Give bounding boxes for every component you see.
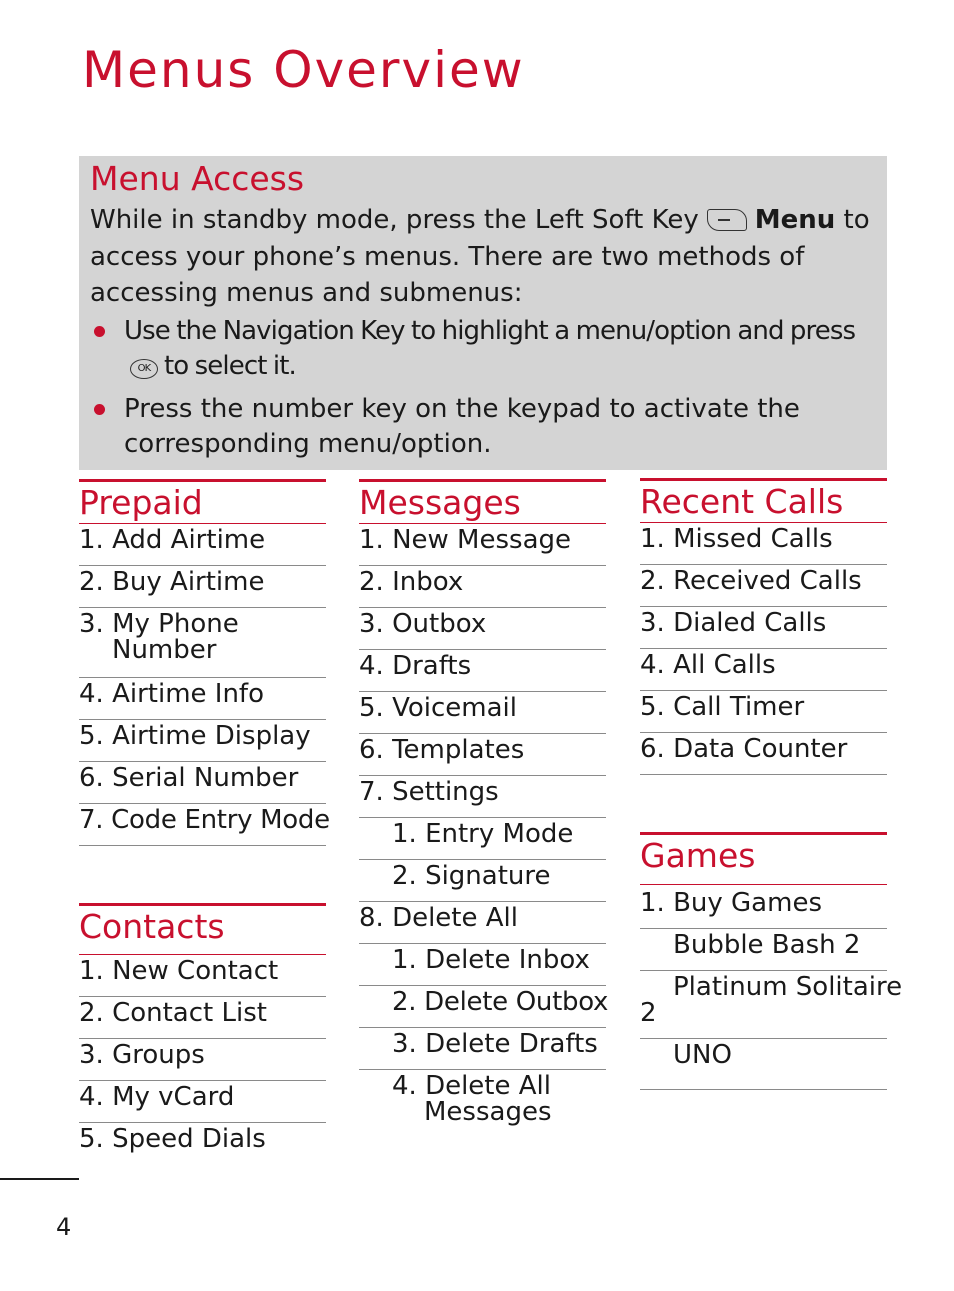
recent-calls-heading: Recent Calls	[640, 478, 887, 523]
prepaid-item-code-entry-mode: 7. Code Entry Mode	[79, 804, 326, 846]
page-title: Menus Overview	[82, 41, 525, 99]
prepaid-heading: Prepaid	[79, 479, 326, 524]
menu-key-label: Menu	[754, 205, 836, 235]
prepaid-item-my-phone-number	[79, 608, 326, 678]
contacts-heading: Contacts	[79, 903, 326, 955]
recent-calls-section	[640, 478, 887, 775]
games-heading: Games	[640, 832, 887, 885]
item-line-1: 3. My Phone	[79, 609, 239, 639]
prepaid-item-airtime-display: 5. Airtime Display	[79, 720, 326, 762]
item-line-2: 2	[640, 998, 657, 1028]
ok-key-icon: OK	[130, 359, 158, 379]
contacts-item-new-contact: 1. New Contact	[79, 955, 326, 997]
recent-calls-item-dialed-calls: 3. Dialed Calls	[640, 607, 887, 649]
games-subitem-uno: UNO	[640, 1039, 887, 1090]
messages-item-settings: 7. Settings	[359, 776, 606, 818]
recent-calls-item-data-counter: 6. Data Counter	[640, 733, 887, 775]
contacts-section	[79, 903, 326, 1165]
messages-subitem-delete-inbox: 1. Delete Inbox	[359, 944, 606, 986]
bullet1-text-after: to select it.	[164, 350, 296, 381]
messages-section	[359, 479, 609, 1140]
games-section	[640, 832, 903, 1090]
messages-subitem-entry-mode: 1. Entry Mode	[359, 818, 606, 860]
item-line-2: Number	[112, 635, 217, 665]
recent-calls-item-all-calls: 4. All Calls	[640, 649, 887, 691]
messages-subitem-delete-drafts: 3. Delete Drafts	[359, 1028, 606, 1070]
games-subitem-bubble-bash-2: Bubble Bash 2	[640, 929, 887, 971]
recent-calls-item-received-calls: 2. Received Calls	[640, 565, 887, 607]
prepaid-item-add-airtime: 1. Add Airtime	[79, 524, 326, 566]
messages-item-inbox: 2. Inbox	[359, 566, 606, 608]
prepaid-item-airtime-info: 4. Airtime Info	[79, 678, 326, 720]
messages-item-outbox: 3. Outbox	[359, 608, 606, 650]
bullet-icon	[94, 326, 105, 337]
footer-rule	[0, 1178, 79, 1180]
bullet-icon	[94, 404, 105, 415]
bullet2-text: Press the number key on the keypad to activate the corresponding menu/option.	[124, 393, 800, 459]
recent-calls-item-call-timer: 5. Call Timer	[640, 691, 887, 733]
prepaid-item-buy-airtime: 2. Buy Airtime	[79, 566, 326, 608]
contacts-item-contact-list: 2. Contact List	[79, 997, 326, 1039]
messages-item-templates: 6. Templates	[359, 734, 606, 776]
messages-subitem-delete-outbox: 2. Delete Outbox	[359, 986, 606, 1028]
contacts-item-groups: 3. Groups	[79, 1039, 326, 1081]
games-subitem-platinum-solitaire-2	[640, 971, 903, 1039]
messages-subitem-signature: 2. Signature	[359, 860, 606, 902]
messages-item-delete-all: 8. Delete All	[359, 902, 606, 944]
bullet1-text-before: Use the Navigation Key to highlight a menu/option and press	[124, 315, 856, 346]
prepaid-section	[79, 479, 330, 846]
access-method-navigation	[90, 314, 875, 384]
left-soft-key-icon	[707, 209, 747, 231]
intro-text-before: While in standby mode, press the Left Soft Key	[90, 205, 699, 235]
item-line-1: 4. Delete All	[392, 1071, 551, 1101]
messages-item-voicemail: 5. Voicemail	[359, 692, 606, 734]
contacts-item-speed-dials: 5. Speed Dials	[79, 1124, 266, 1154]
menu-access-panel	[79, 156, 887, 470]
messages-heading: Messages	[359, 479, 606, 524]
menu-access-heading: Menu Access	[90, 159, 305, 198]
intro-text-after: to access your phone’s menus. There are two methods of accessing menus and submenus:	[90, 205, 870, 308]
messages-item-drafts: 4. Drafts	[359, 650, 606, 692]
menu-access-intro	[90, 202, 875, 312]
messages-item-new-message: 1. New Message	[359, 524, 606, 566]
access-methods-list	[90, 314, 875, 462]
access-method-number-key	[90, 392, 875, 462]
item-line-1: Platinum Solitaire	[673, 972, 903, 1002]
prepaid-item-serial-number: 6. Serial Number	[79, 762, 326, 804]
messages-subitem-delete-all-messages	[359, 1070, 606, 1140]
contacts-item-my-vcard: 4. My vCard	[79, 1081, 326, 1123]
item-line-2: Messages	[424, 1097, 552, 1127]
page-number: 4	[56, 1213, 72, 1241]
recent-calls-item-missed-calls: 1. Missed Calls	[640, 523, 887, 565]
games-item-buy-games: 1. Buy Games	[640, 885, 887, 929]
